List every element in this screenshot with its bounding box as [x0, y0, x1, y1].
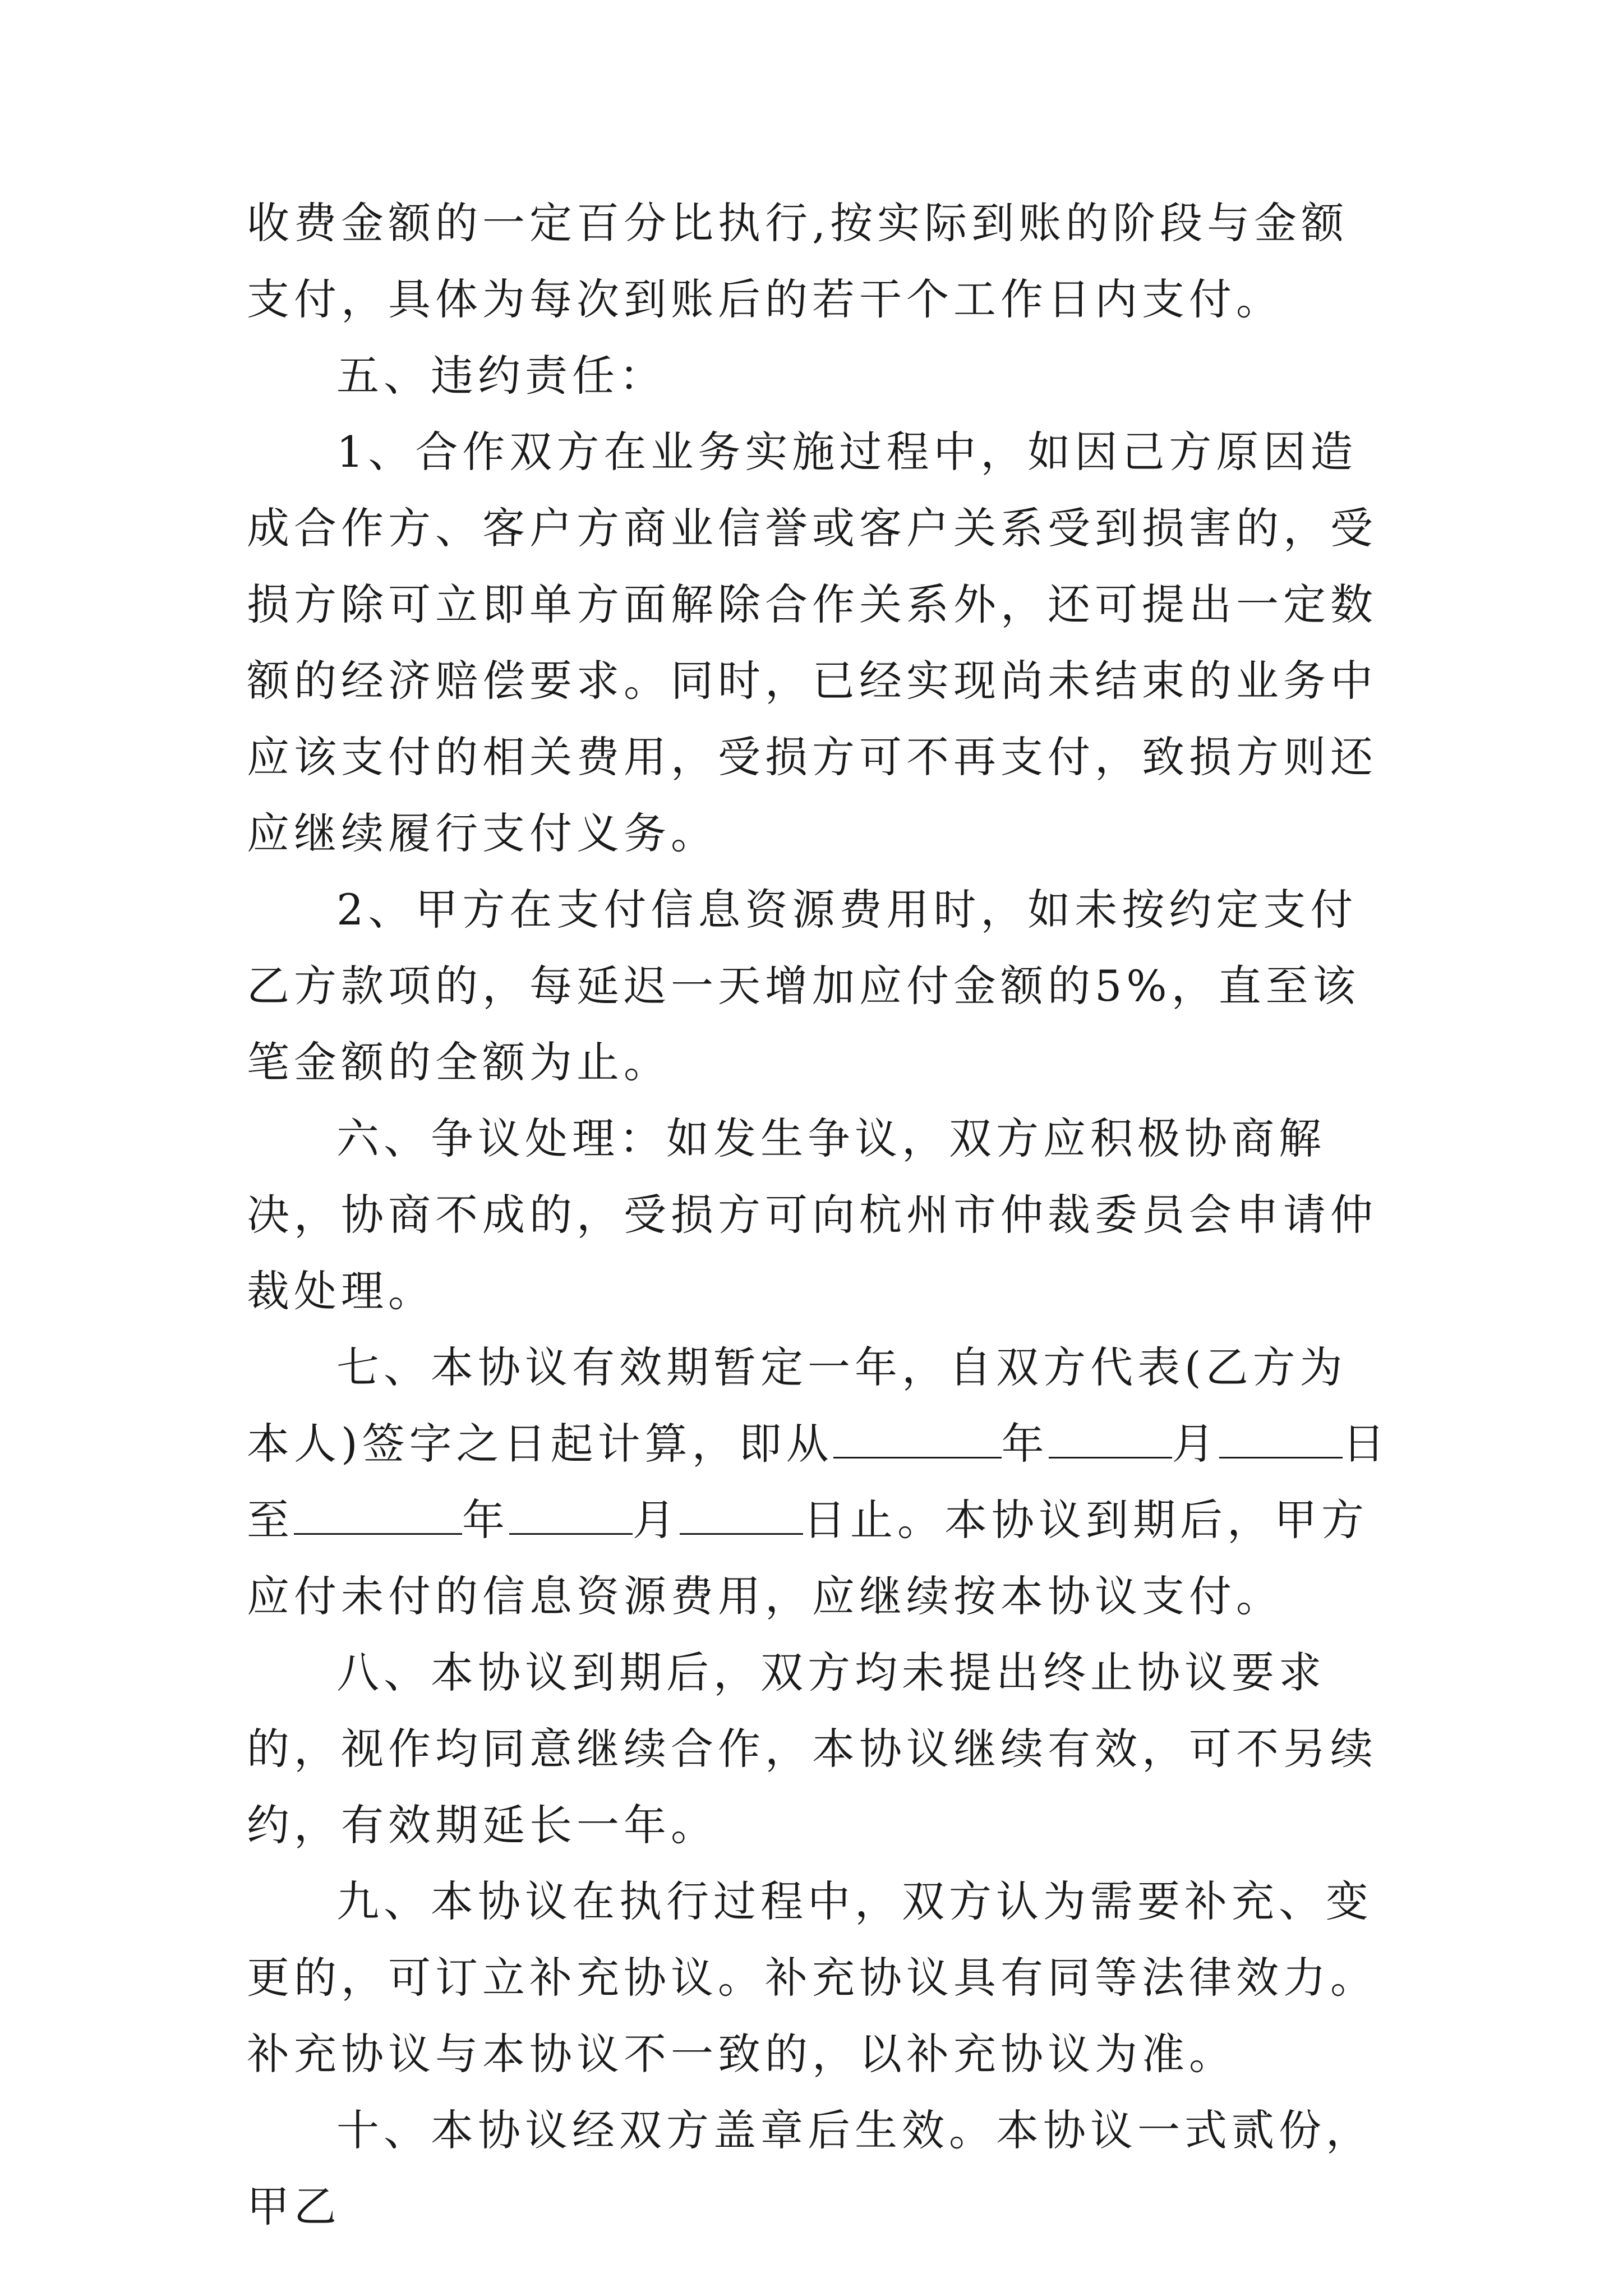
term-month-label-2: 月: [633, 1495, 680, 1545]
paragraph-supplementary-agreement: 九、本协议在执行过程中，双方认为需要补充、变更的，可订立补充协议。补充协议具有同等法律效力。补充协议与本协议不一致的，以补充协议为准。: [247, 1876, 1377, 2079]
paragraph-effectiveness: 十、本协议经双方盖章后生效。本协议一式贰份，甲乙: [247, 2105, 1373, 2231]
blank-end-day: [680, 1498, 803, 1535]
term-intro-text: 七、本协议有效期暂定一年，自双方代表(乙方为本人)签字之日起计算，即从: [247, 1342, 1347, 1469]
term-end-text: 日止。本协议到期后，甲方应付未付的信息资源费用，应继续按本协议支付。: [247, 1495, 1368, 1621]
term-month-label-1: 月: [1172, 1419, 1219, 1469]
paragraph-payment-terms: 收费金额的一定百分比执行,按实际到账的阶段与金额支付，具体为每次到账后的若干个工作日内支付。: [247, 198, 1349, 324]
paragraph-term-of-agreement: [247, 1329, 1391, 1635]
paragraph-dispute-resolution: 六、争议处理：如发生争议，双方应积极协商解决，协商不成的，受损方可向杭州市仲裁委员会申请仲裁处理。: [247, 1114, 1377, 1316]
paragraph-breach-clause-1: 1、合作双方在业务实施过程中，如因己方原因造成合作方、客户方商业信誉或客户关系受到损害的，受损方除可立即单方面解除合作关系外，还可提出一定数额的经济赔偿要求。同时，已经实现尚未结束的业务中应该支付的相关费用，受损方可不再支付，致损方则还应继续履行支付义务。: [247, 427, 1377, 858]
blank-end-month: [509, 1498, 633, 1535]
document-body: [247, 185, 1391, 2245]
blank-start-month: [1049, 1422, 1172, 1458]
paragraph-auto-renewal: 八、本协议到期后，双方均未提出终止协议要求的，视作均同意继续合作，本协议继续有效，可不另续约，有效期延长一年。: [247, 1648, 1377, 1850]
term-year-label-1: 年: [1001, 1419, 1049, 1469]
paragraph-breach-clause-2: 2、甲方在支付信息资源费用时，如未按约定支付乙方款项的，每延迟一天增加应付金额的5%，直至该笔金额的全额为止。: [247, 885, 1360, 1087]
blank-start-day: [1219, 1422, 1343, 1458]
section-heading-breach-liability: 五、违约责任：: [336, 351, 666, 401]
blank-end-year: [294, 1498, 462, 1535]
term-day-to-label: 日至: [247, 1419, 1390, 1545]
blank-start-year: [833, 1422, 1002, 1458]
term-year-label-2: 年: [462, 1495, 509, 1545]
